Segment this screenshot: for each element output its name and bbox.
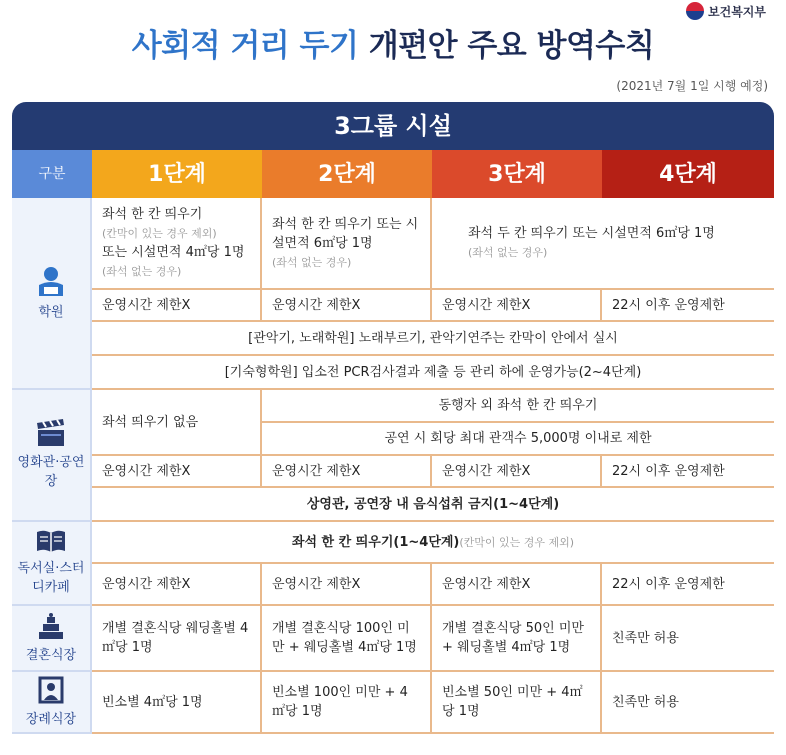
hours-cell: 22시 이후 운영제한	[602, 290, 774, 322]
category-study	[12, 522, 92, 606]
hours-cell: 운영시간 제한X	[262, 456, 432, 488]
title-part2: 개편안 주요 방역수칙	[368, 28, 655, 64]
header-step1: 1단계	[92, 150, 262, 198]
hours-cell: 운영시간 제한X	[432, 456, 602, 488]
hours-cell: 22시 이후 운영제한	[602, 564, 774, 606]
header-category: 구분	[12, 150, 92, 198]
academy-hours-row	[12, 290, 774, 322]
category-label: 독서실·스터디카페	[17, 561, 85, 595]
category-funeral	[12, 672, 92, 734]
hours-cell: 운영시간 제한X	[92, 564, 262, 606]
category-wedding	[12, 606, 92, 672]
capacity-text: 또는 시설면적 4㎡당 1명	[102, 245, 245, 260]
academy-rule-row	[12, 356, 774, 390]
wedding-step1: 개별 결혼식당 웨딩홀별 4㎡당 1명	[92, 606, 262, 672]
wedding-step3: 개별 결혼식당 50인 미만 + 웨딩홀별 4㎡당 1명	[432, 606, 602, 672]
capacity-note: (좌석 없는 경우)	[468, 246, 548, 259]
study-seat-rule	[92, 522, 774, 564]
capacity-note: (좌석 없는 경우)	[102, 265, 182, 278]
title-part1: 사회적 거리 두기	[131, 28, 359, 64]
header-step3: 3단계	[432, 150, 602, 198]
taegeuk-logo-icon	[686, 2, 704, 20]
category-cinema	[12, 390, 92, 522]
capacity-text: 좌석 한 칸 띄우기	[102, 207, 203, 222]
ministry-logo	[686, 0, 766, 22]
rules-table	[12, 150, 774, 734]
cinema-hours-row	[12, 456, 774, 488]
open-book-icon	[35, 529, 67, 553]
funeral-portrait-icon	[38, 676, 64, 704]
academy-capacity-row	[12, 198, 774, 290]
hours-cell: 운영시간 제한X	[262, 290, 432, 322]
academy-step34-capacity	[432, 198, 774, 290]
cinema-seat-row	[12, 390, 774, 423]
cinema-step1-seating: 좌석 띄우기 없음	[92, 390, 262, 456]
funeral-step4: 친족만 허용	[602, 672, 774, 734]
student-reading-icon	[36, 265, 66, 297]
academy-step2-capacity	[262, 198, 432, 290]
academy-rule-brass: [관악기, 노래학원] 노래부르기, 관악기연주는 칸막이 안에서 실시	[92, 322, 774, 356]
funeral-step2: 빈소별 100인 미만 + 4㎡당 1명	[262, 672, 432, 734]
study-rule-main: 좌석 한 칸 띄우기(1~4단계)	[291, 534, 460, 550]
capacity-note: (좌석 없는 경우)	[272, 255, 352, 269]
funeral-step3: 빈소별 50인 미만 + 4㎡당 1명	[432, 672, 602, 734]
group-title: 3그룹 시설	[12, 102, 774, 150]
hours-cell: 운영시간 제한X	[92, 290, 262, 322]
cinema-step234-seating: 동행자 외 좌석 한 칸 띄우기	[262, 390, 774, 423]
header-step4: 4단계	[602, 150, 774, 198]
study-rule-note: (칸막이 있는 경우 제외)	[459, 535, 575, 549]
capacity-text: 좌석 한 칸 띄우기 또는 시설면적 6㎡당 1명	[272, 216, 419, 251]
wedding-row	[12, 606, 774, 672]
hours-cell: 운영시간 제한X	[432, 564, 602, 606]
category-label: 결혼식장	[25, 647, 77, 663]
cinema-rule-row	[12, 488, 774, 522]
header-step2: 2단계	[262, 150, 432, 198]
funeral-row	[12, 672, 774, 734]
funeral-step1: 빈소별 4㎡당 1명	[92, 672, 262, 734]
capacity-note: (칸막이 있는 경우 제외)	[102, 227, 217, 240]
hours-cell: 22시 이후 운영제한	[602, 456, 774, 488]
academy-rule-boarding: [기숙형학원] 입소전 PCR검사결과 제출 등 관리 하에 운영가능(2~4단계)	[92, 356, 774, 390]
category-label: 학원	[38, 304, 64, 320]
ministry-name: 보건복지부	[708, 4, 766, 19]
capacity-text: 좌석 두 칸 띄우기 또는 시설면적 6㎡당 1명	[468, 226, 715, 241]
wedding-step4: 친족만 허용	[602, 606, 774, 672]
hours-cell: 운영시간 제한X	[262, 564, 432, 606]
wedding-cake-icon	[37, 612, 65, 640]
study-seat-row	[12, 522, 774, 564]
wedding-step2: 개별 결혼식당 100인 미만 + 웨딩홀별 4㎡당 1명	[262, 606, 432, 672]
clapperboard-icon	[35, 419, 67, 447]
study-hours-row	[12, 564, 774, 606]
effective-date-note: (2021년 7월 1일 시행 예정)	[616, 79, 768, 93]
page-title	[0, 20, 786, 65]
cinema-audience-limit: 공연 시 회당 최대 관객수 5,000명 이내로 제한	[262, 423, 774, 456]
category-academy	[12, 198, 92, 390]
hours-cell: 운영시간 제한X	[92, 456, 262, 488]
cinema-food-rule: 상영관, 공연장 내 음식섭취 금지(1~4단계)	[92, 488, 774, 522]
header-row	[12, 150, 774, 198]
category-label: 영화관·공연장	[17, 455, 85, 489]
academy-step1-capacity	[92, 198, 262, 290]
category-label: 장례식장	[25, 711, 77, 727]
academy-rule-row	[12, 322, 774, 356]
hours-cell: 운영시간 제한X	[432, 290, 602, 322]
